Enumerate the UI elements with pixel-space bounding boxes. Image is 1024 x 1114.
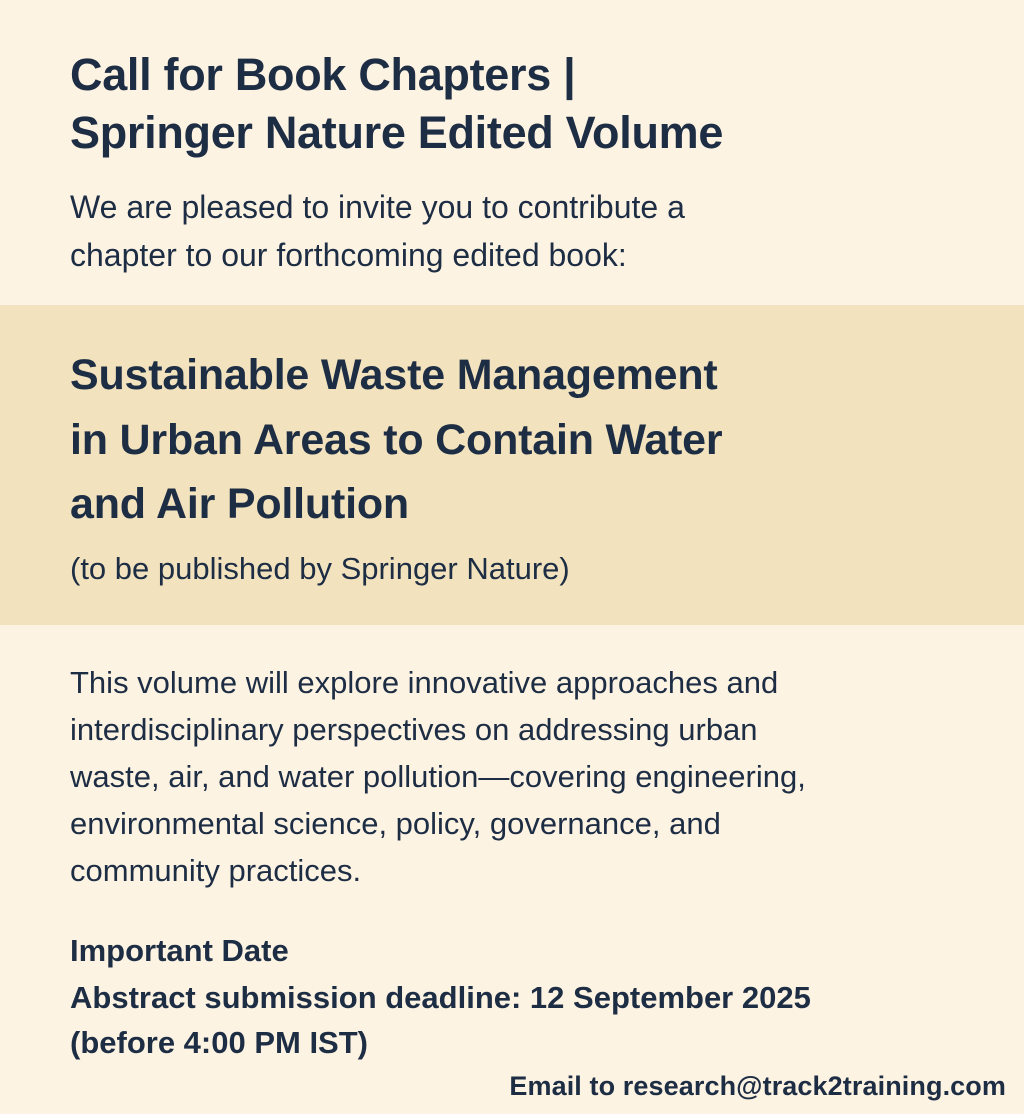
contact-email: Email to research@track2training.com bbox=[509, 1071, 1006, 1101]
page-title-line-1: Call for Book Chapters | bbox=[70, 49, 576, 100]
description-line-1: This volume will explore innovative approaches and bbox=[70, 664, 779, 700]
description-line-4: environmental science, policy, governance, and bbox=[70, 806, 721, 842]
important-date-heading: Important Date bbox=[70, 932, 289, 968]
description-text bbox=[70, 659, 950, 895]
page-title-line-2: Springer Nature Edited Volume bbox=[70, 106, 724, 158]
publisher-note: (to be published by Springer Nature) bbox=[70, 550, 570, 586]
description-line-5: community practices. bbox=[70, 853, 362, 889]
book-title-line-1: Sustainable Waste Management bbox=[70, 351, 718, 400]
deadline-line-2: (before 4:00 PM IST) bbox=[70, 1024, 368, 1060]
deadline-text bbox=[70, 976, 954, 1066]
intro-text-line-2: chapter to our forthcoming edited book: bbox=[70, 237, 627, 274]
intro-section bbox=[0, 0, 1024, 279]
deadline-line-1: Abstract submission deadline: 12 September 2025 bbox=[70, 979, 811, 1015]
description-section bbox=[0, 625, 1024, 1066]
intro-text-line-1: We are pleased to invite you to contribute a bbox=[70, 189, 685, 226]
page-title bbox=[70, 46, 950, 161]
book-title bbox=[70, 343, 954, 537]
book-title-line-3: and Air Pollution bbox=[70, 480, 409, 529]
description-line-3: waste, air, and water pollution—covering engineering, bbox=[70, 759, 806, 795]
description-line-2: interdisciplinary perspectives on addressing urban bbox=[70, 712, 758, 748]
book-title-band bbox=[0, 305, 1024, 625]
book-title-line-2: in Urban Areas to Contain Water bbox=[70, 415, 723, 464]
intro-text bbox=[70, 183, 860, 279]
